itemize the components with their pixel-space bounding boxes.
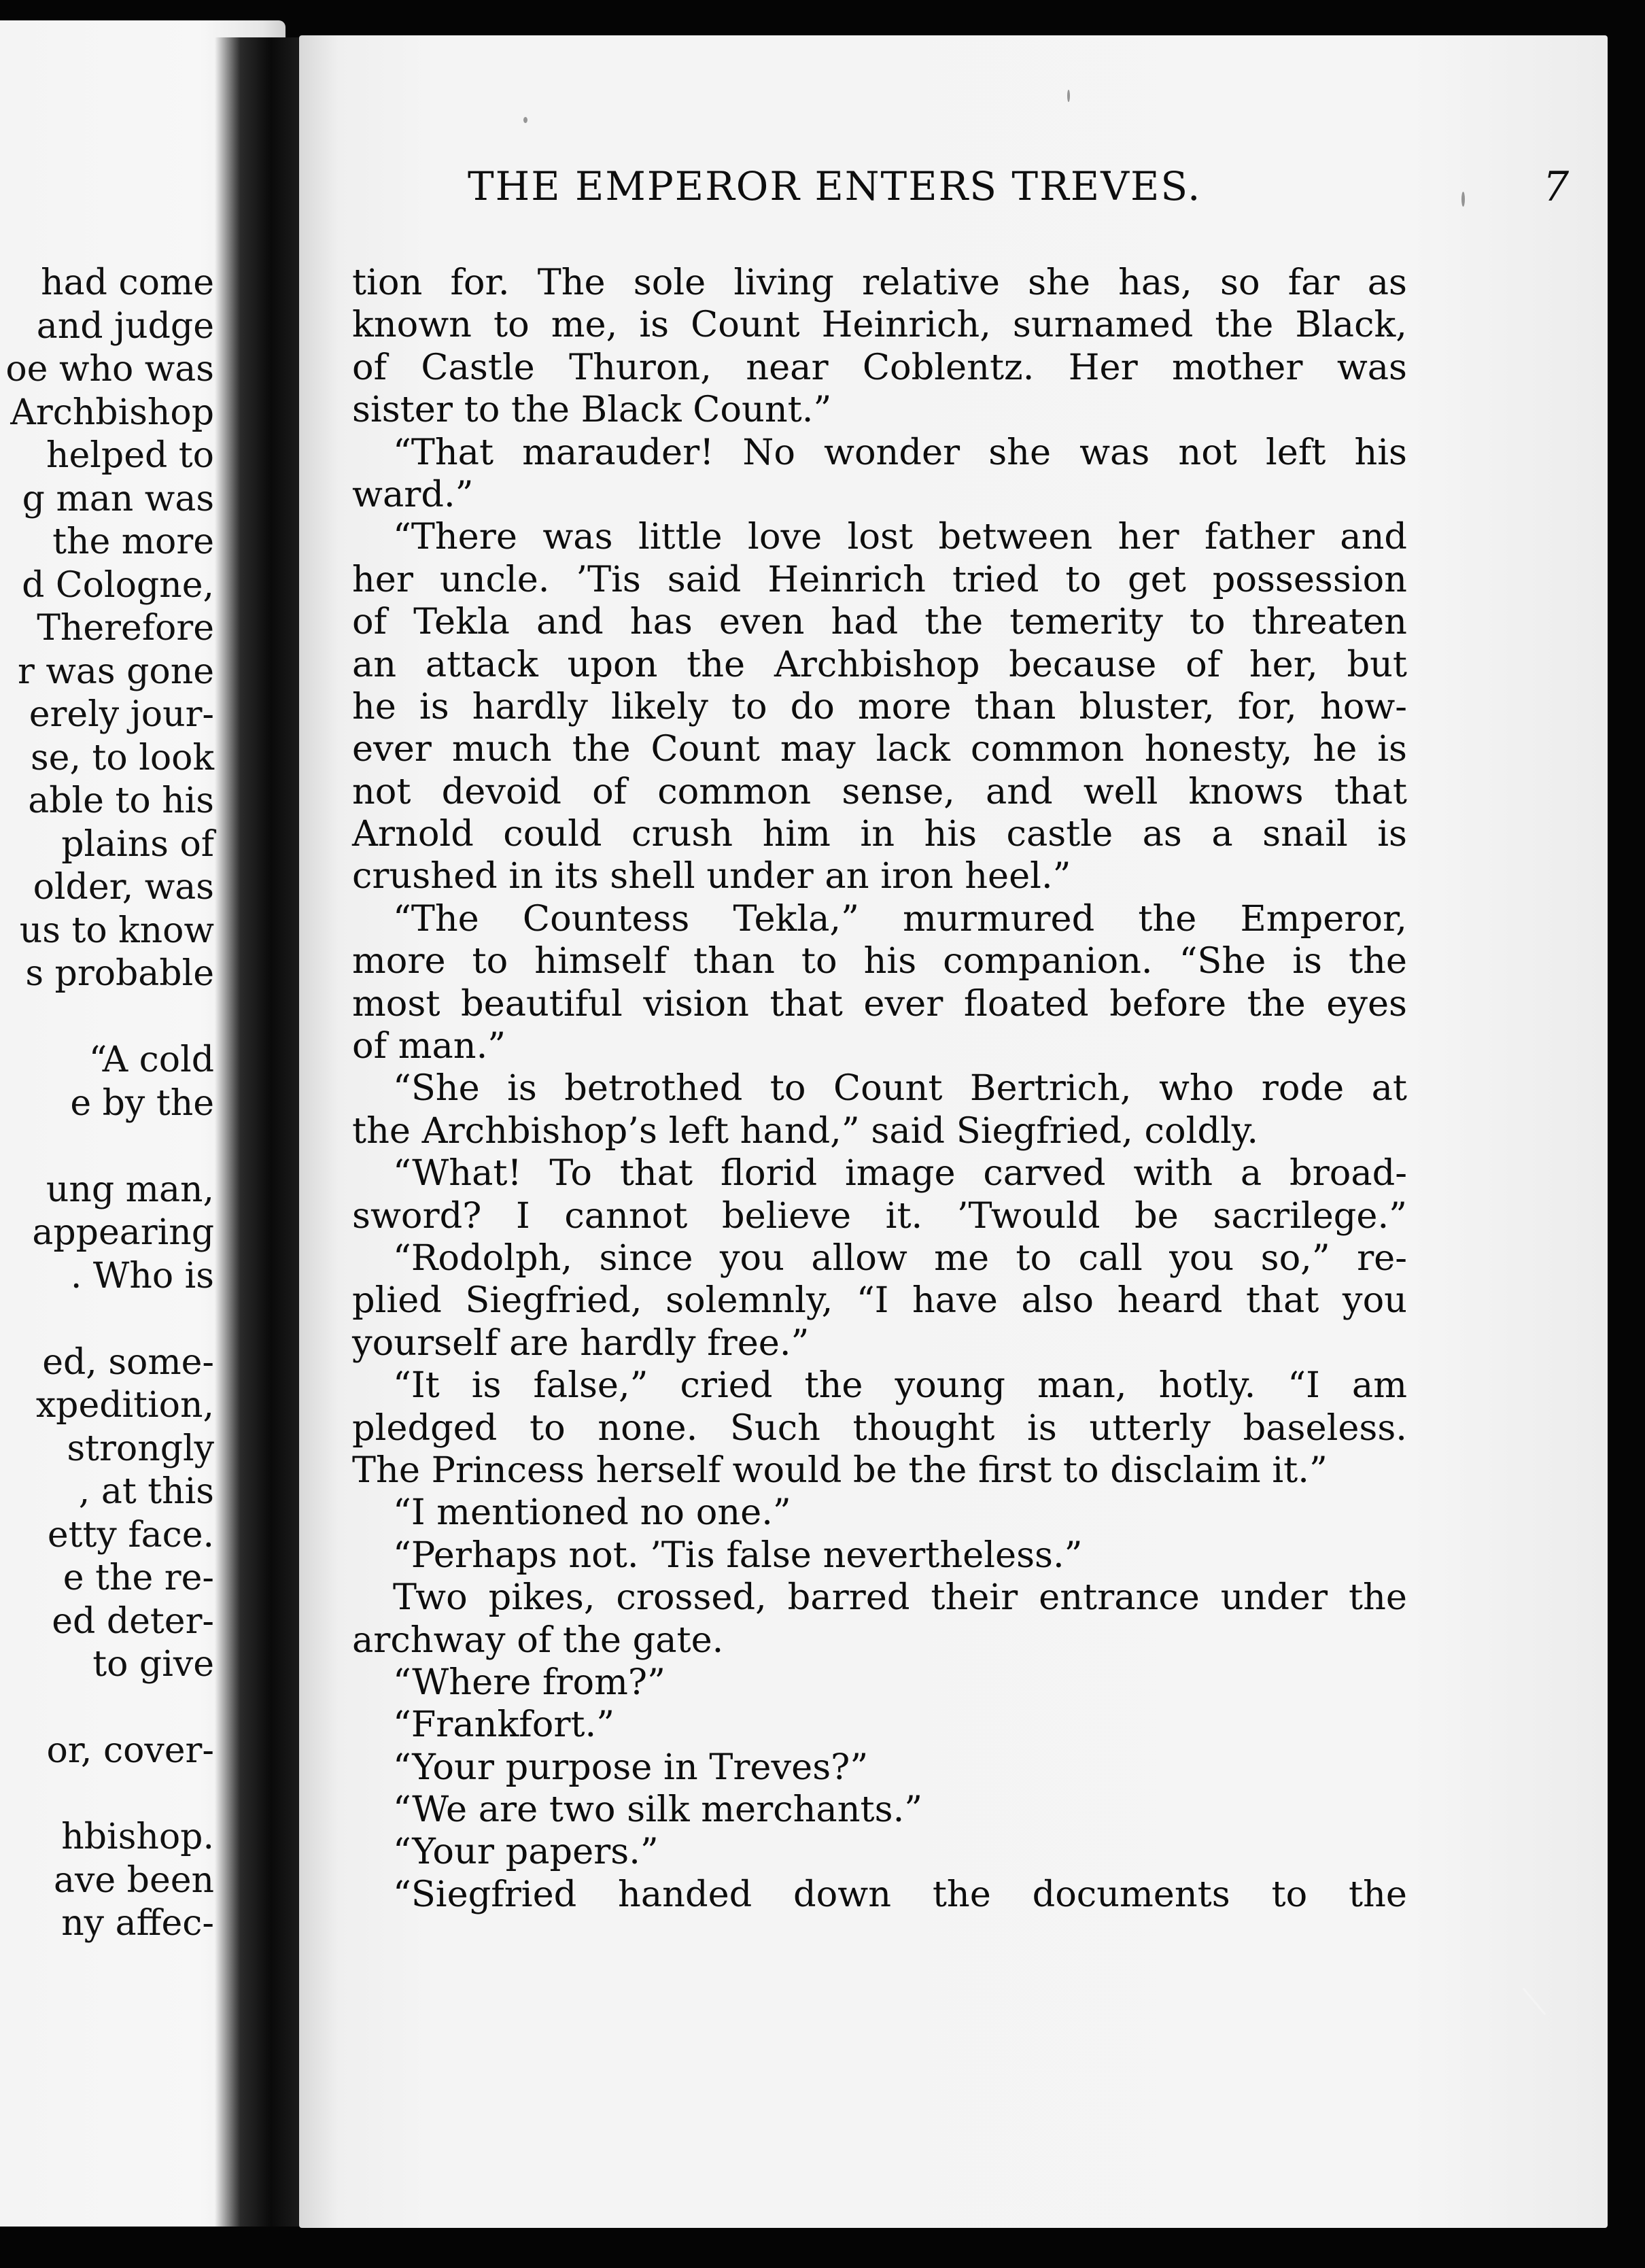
- body-text-line: “Perhaps not. ’Tis false nevertheless.”: [393, 1534, 1083, 1576]
- left-page-line: [0, 1773, 214, 1817]
- body-text-line: known to me, is Count Heinrich, surnamed the Black,: [352, 304, 1407, 346]
- left-page-line: and judge: [36, 305, 214, 347]
- left-page-line: appearing: [32, 1212, 214, 1253]
- left-page-line: us to know: [19, 910, 214, 951]
- left-page-line: hbishop.: [61, 1817, 214, 1857]
- left-page-line: helped to: [46, 435, 214, 476]
- body-text-line: yourself are hardly free.”: [352, 1322, 810, 1364]
- body-text-line: “Your purpose in Treves?”: [393, 1746, 869, 1788]
- body-text-line: “Siegfried handed down the documents to the: [393, 1873, 1407, 1915]
- left-page-line: to give: [92, 1644, 214, 1685]
- body-text-line: “We are two silk merchants.”: [393, 1789, 923, 1831]
- left-page-line: [0, 1125, 214, 1169]
- body-text-line: Two pikes, crossed, barred their entrance under the: [393, 1577, 1407, 1619]
- left-page-line: ed deter-: [52, 1600, 214, 1642]
- body-text-line: crushed in its shell under an iron heel.”: [352, 855, 1071, 897]
- body-text-line: not devoid of common sense, and well knows that: [352, 770, 1407, 812]
- left-page-line: r was gone: [18, 651, 214, 692]
- left-page-line: . Who is: [70, 1255, 214, 1296]
- left-page-line: s probable: [25, 953, 214, 994]
- body-text-line: archway of the gate.: [352, 1619, 724, 1661]
- body-text-line: “That marauder! No wonder she was not left his: [393, 431, 1407, 473]
- body-text: [352, 262, 1407, 1916]
- running-head: [468, 163, 1589, 224]
- left-page-line: erely jour-: [29, 694, 214, 735]
- left-page-line: older, was: [33, 867, 214, 908]
- body-text-line: of man.”: [352, 1025, 506, 1067]
- scan-speck: [1461, 192, 1465, 207]
- body-text-line: sister to the Black Count.”: [352, 389, 832, 431]
- left-page-line: “A cold: [88, 1040, 214, 1080]
- body-text-line: The Princess herself would be the first to disclaim it.”: [352, 1449, 1328, 1491]
- right-main-page: [299, 35, 1608, 2228]
- body-text-line: ever much the Count may lack common honesty, he is: [352, 728, 1407, 770]
- scan-speck: [1067, 90, 1070, 102]
- left-page-line: xpedition,: [35, 1385, 214, 1426]
- left-page-line: ave been: [53, 1859, 214, 1901]
- left-page-line: [0, 1298, 214, 1341]
- body-text-line: of Castle Thuron, near Coblentz. Her mother was: [352, 346, 1407, 388]
- body-text-line: “There was little love lost between her father and: [393, 516, 1407, 558]
- left-page-line: , at this: [78, 1471, 214, 1512]
- left-page-line: [0, 1687, 214, 1730]
- page-number: 7: [1543, 163, 1570, 211]
- body-text-line: tion for. The sole living relative she has, so far as: [352, 262, 1407, 303]
- left-page-line: etty face.: [47, 1514, 214, 1556]
- body-text-line: more to himself than to his companion. “She is the: [352, 940, 1407, 982]
- body-text-line: “Rodolph, since you allow me to call you so,” re-: [393, 1237, 1407, 1279]
- body-text-line: ward.”: [352, 473, 474, 515]
- body-text-line: “The Countess Tekla,” murmured the Emperor,: [393, 897, 1407, 940]
- running-title: THE EMPEROR ENTERS TREVES.: [468, 163, 1202, 209]
- left-page-line: plains of: [61, 823, 214, 865]
- body-text-line: “Your papers.”: [393, 1831, 659, 1873]
- body-text-line: “What! To that florid image carved with a broad-: [393, 1152, 1407, 1195]
- left-page-line: or, cover-: [46, 1730, 214, 1771]
- body-text-line: the Archbishop’s left hand,” said Siegfried, coldly.: [352, 1110, 1259, 1152]
- left-page-line: e the re-: [63, 1558, 214, 1598]
- left-page-line: oe who was: [5, 349, 214, 390]
- body-text-line: an attack upon the Archbishop because of her, but: [352, 643, 1407, 685]
- left-page-line: Archbishop: [10, 392, 214, 433]
- left-page-line: had come: [41, 262, 214, 303]
- body-text-line: “Where from?”: [393, 1661, 665, 1703]
- left-page-line: able to his: [28, 780, 214, 821]
- body-text-line: of Tekla and has even had the temerity to threaten: [352, 601, 1407, 643]
- left-page-line: [0, 996, 214, 1040]
- body-text-line: “I mentioned no one.”: [393, 1492, 791, 1534]
- left-page-line: d Cologne,: [22, 564, 214, 606]
- left-page-line: strongly: [67, 1428, 214, 1469]
- body-text-line: sword? I cannot believe it. ’Twould be sacrilege.”: [352, 1195, 1407, 1237]
- body-text-line: most beautiful vision that ever floated before the eyes: [352, 982, 1407, 1025]
- body-text-line: plied Siegfried, solemnly, “I have also heard that you: [352, 1279, 1407, 1322]
- scan-speck: [523, 117, 527, 123]
- left-page-line: ny affec-: [61, 1903, 214, 1944]
- left-page-line: e by the: [70, 1082, 214, 1124]
- left-page-line: se, to look: [30, 737, 214, 778]
- left-page-line: ung man,: [46, 1169, 214, 1210]
- left-page-line: ed, some-: [42, 1341, 214, 1383]
- body-text-line: he is hardly likely to do more than bluster, for, how-: [352, 685, 1407, 727]
- body-text-line: pledged to none. Such thought is utterly baseless.: [352, 1407, 1407, 1449]
- body-text-line: “It is false,” cried the young man, hotly. “I am: [393, 1364, 1407, 1407]
- body-text-line: her uncle. ’Tis said Heinrich tried to get possession: [352, 558, 1407, 600]
- left-page-line: Therefore: [37, 608, 214, 649]
- body-text-line: Arnold could crush him in his castle as a snail is: [352, 813, 1407, 855]
- body-text-line: “Frankfort.”: [393, 1704, 615, 1746]
- left-page-text: [0, 262, 214, 1946]
- left-page-line: g man was: [22, 478, 214, 519]
- body-text-line: “She is betrothed to Count Bertrich, who rode at: [393, 1067, 1407, 1110]
- left-page-line: the more: [52, 521, 214, 562]
